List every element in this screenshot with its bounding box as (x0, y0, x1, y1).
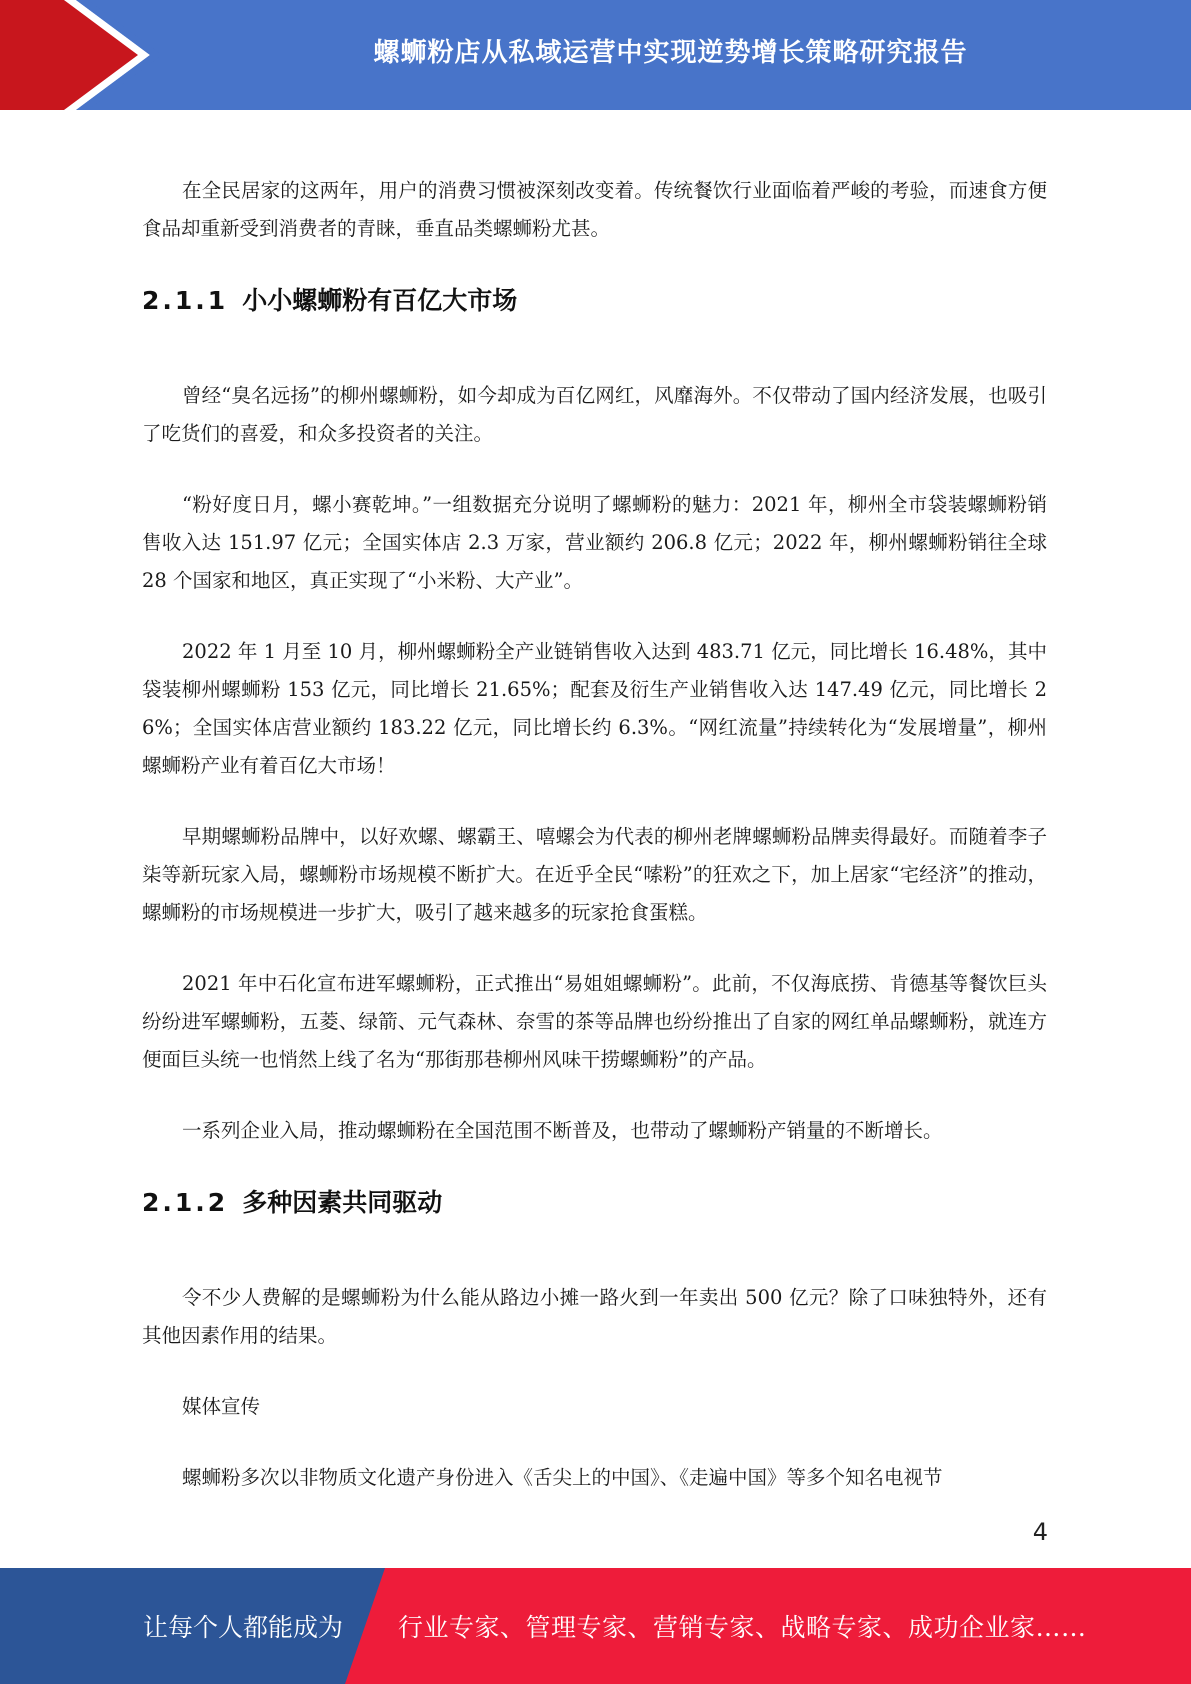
paragraph: 2021 年中石化宣布进军螺蛳粉，正式推出“易姐姐螺蛳粉”。此前，不仅海底捞、肯德基等餐饮巨头纷纷进军螺蛳粉，五菱、绿箭、元气森林、奈雪的茶等品牌也纷纷推出了自家的网红单品螺蛳粉，就连方便面巨头统一也悄然上线了名为“那街那巷柳州风味干捞螺蛳粉”的产品。 (142, 972, 1047, 1071)
paragraph: 令不少人费解的是螺蛳粉为什么能从路边小摊一路火到一年卖出 500 亿元？除了口味独特外，还有其他因素作用的结果。 (142, 1286, 1047, 1347)
paragraph: “粉好度日月，螺小赛乾坤。”一组数据充分说明了螺蛳粉的魅力：2021 年，柳州全市袋装螺蛳粉销售收入达 151.97 亿元；全国实体店 2.3 万家，营业额约 206.8 亿元；2022 年，柳州螺蛳粉销往全球 28 个国家和地区，真正实现了“小米粉、大产业”。 (142, 493, 1047, 592)
paragraph: 在全民居家的这两年，用户的消费习惯被深刻改变着。传统餐饮行业面临着严峻的考验，而速食方便食品却重新受到消费者的青睐，垂直品类螺蛳粉尤甚。 (142, 179, 1047, 240)
section-title: 多种因素共同驱动 (242, 1188, 443, 1217)
paragraph: 早期螺蛳粉品牌中，以好欢螺、螺霸王、嘻螺会为代表的柳州老牌螺蛳粉品牌卖得最好。而随着李子柒等新玩家入局，螺蛳粉市场规模不断扩大。在近乎全民“嗦粉”的狂欢之下，加上居家“宅经济”的推动，螺蛳粉的市场规模进一步扩大，吸引了越来越多的玩家抢食蛋糕。 (142, 825, 1047, 924)
footer-slogan-left: 让每个人都能成为 (143, 1613, 344, 1642)
section-heading-2-1-2 (142, 1183, 1047, 1219)
paragraph: 曾经“臭名远扬”的柳州螺蛳粉，如今却成为百亿网红，风靡海外。不仅带动了国内经济发展，也吸引了吃货们的喜爱，和众多投资者的关注。 (142, 384, 1047, 445)
section-number: 2.1.2 (142, 1188, 229, 1217)
section-title: 小小螺蛳粉有百亿大市场 (242, 286, 518, 315)
page-number: 4 (1032, 1518, 1048, 1546)
footer-slogan-right: 行业专家、管理专家、营销专家、战略专家、成功企业家…… (398, 1613, 1087, 1642)
subheading-media-promotion: 媒体宣传 (182, 1395, 261, 1418)
report-header (0, 0, 1191, 110)
paragraph: 螺蛳粉多次以非物质文化遗产身份进入《舌尖上的中国》、《走遍中国》等多个知名电视节 (182, 1466, 943, 1489)
paragraph: 一系列企业入局，推动螺蛳粉在全国范围不断普及，也带动了螺蛳粉产销量的不断增长。 (182, 1119, 943, 1142)
report-title: 螺蛳粉店从私域运营中实现逆势增长策略研究报告 (373, 37, 968, 68)
document-body (142, 172, 1047, 1497)
section-heading-2-1-1 (142, 281, 1047, 317)
section-number: 2.1.1 (142, 286, 229, 315)
report-footer (0, 1568, 1191, 1684)
paragraph: 2022 年 1 月至 10 月，柳州螺蛳粉全产业链销售收入达到 483.71 亿元，同比增长 16.48%，其中袋装柳州螺蛳粉 153 亿元，同比增长 21.65%；配套及衍生产业销售收入达 147.49 亿元，同比增长 26%；全国实体店营业额约 183.22 亿元，同比增长约 6.3%。“网红流量”持续转化为“发展增量”，柳州螺蛳粉产业有着百亿大市场！ (142, 640, 1047, 777)
